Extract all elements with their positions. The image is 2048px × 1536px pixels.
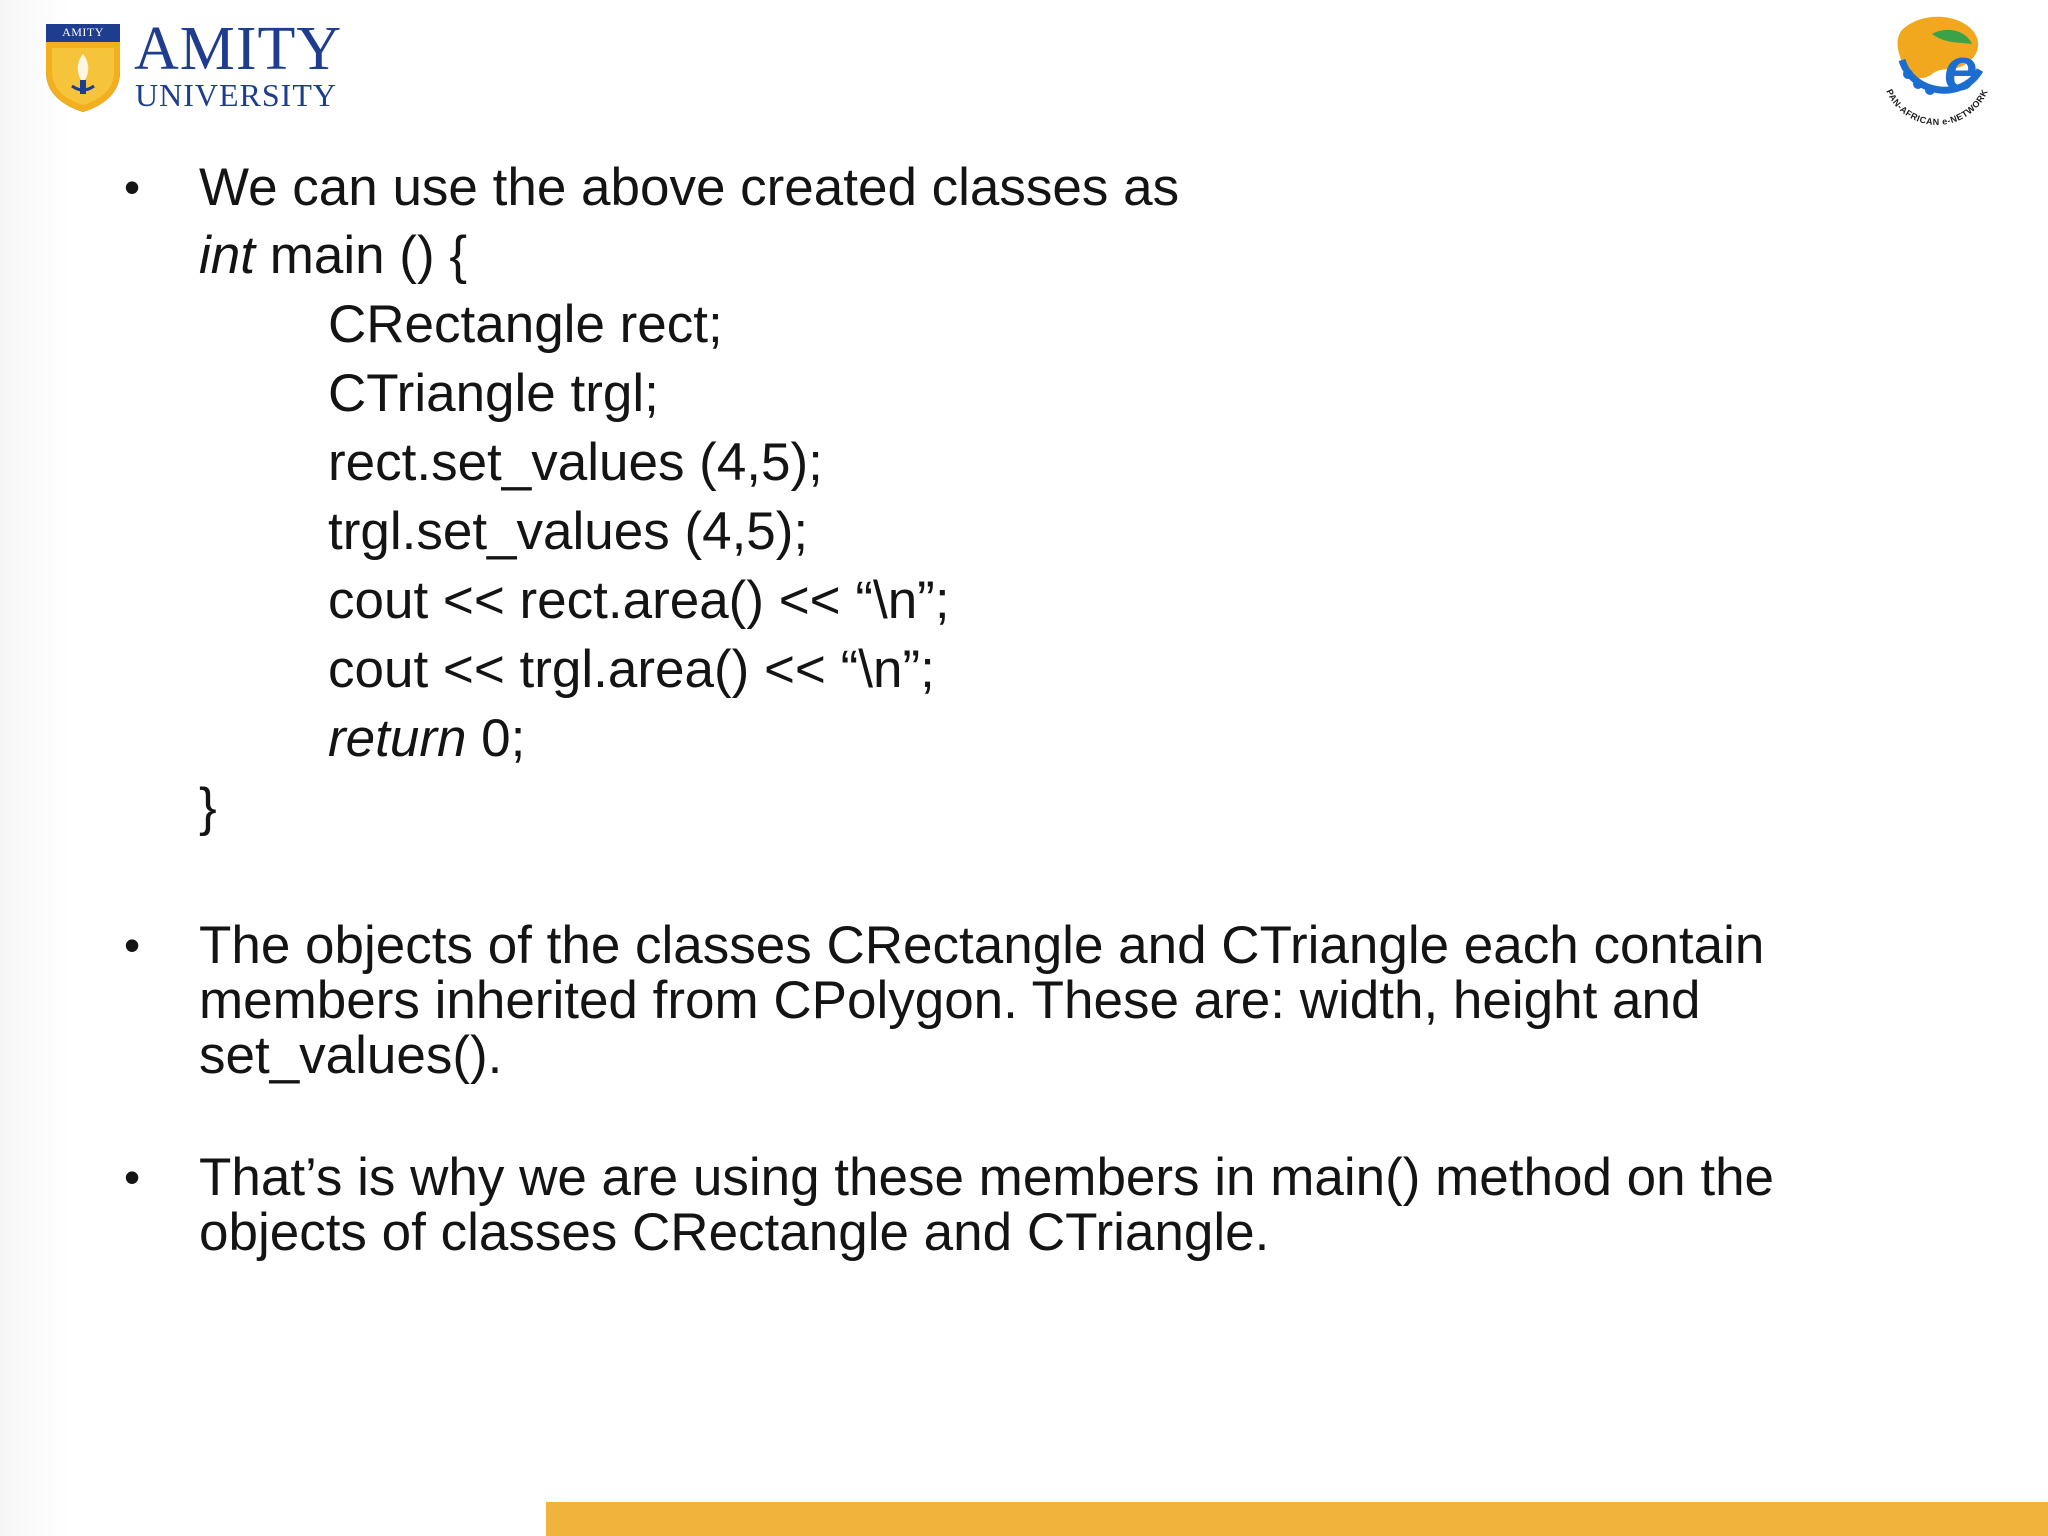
bullet-2-line-1: The objects of the classes CRectangle and CTriangle each contain	[199, 916, 1765, 975]
code-line-5: cout << rect.area() << “\n”;	[328, 571, 950, 630]
bullet-marker: •	[124, 161, 141, 213]
code-open-rest: main () {	[254, 226, 468, 285]
code-keyword-int: int	[199, 226, 255, 285]
logo-title: AMITY	[134, 15, 343, 83]
code-line-1: CRectangle rect;	[328, 295, 723, 354]
bullet-2-paragraph	[199, 918, 1979, 1083]
logo-subtitle: UNIVERSITY	[135, 77, 337, 113]
code-return-line	[328, 709, 525, 769]
shield-label: AMITY	[62, 25, 104, 39]
bullet-marker: •	[124, 1151, 141, 1203]
logo-ring-text: PAN-AFRICAN e-NETWORK	[1884, 87, 1990, 128]
bullet-3-line-2: objects of classes CRectangle and CTriangle.	[199, 1203, 1270, 1262]
code-line-4: trgl.set_values (4,5);	[328, 502, 809, 561]
code-return-rest: 0;	[466, 709, 526, 768]
bullet-marker: •	[124, 919, 141, 971]
code-keyword-return: return	[328, 709, 467, 768]
bullet-3-paragraph	[199, 1150, 1979, 1260]
bullet-2-line-3: set_values().	[199, 1026, 503, 1085]
bullet-3-line-1: That’s is why we are using these members in main() method on the	[199, 1148, 1775, 1207]
bullet-1-intro: We can use the above created classes as	[199, 158, 1180, 217]
code-line-3: rect.set_values (4,5);	[328, 433, 823, 492]
code-line-6: cout << trgl.area() << “\n”;	[328, 640, 935, 699]
bullet-2-line-2: members inherited from CPolygon. These are: width, height and	[199, 971, 1701, 1030]
logo-e-letter: e	[1944, 36, 1978, 103]
code-open-line	[199, 226, 467, 286]
bottom-accent-bar	[546, 1502, 2048, 1536]
code-close-brace: }	[199, 778, 217, 837]
code-line-2: CTriangle trgl;	[328, 364, 659, 423]
